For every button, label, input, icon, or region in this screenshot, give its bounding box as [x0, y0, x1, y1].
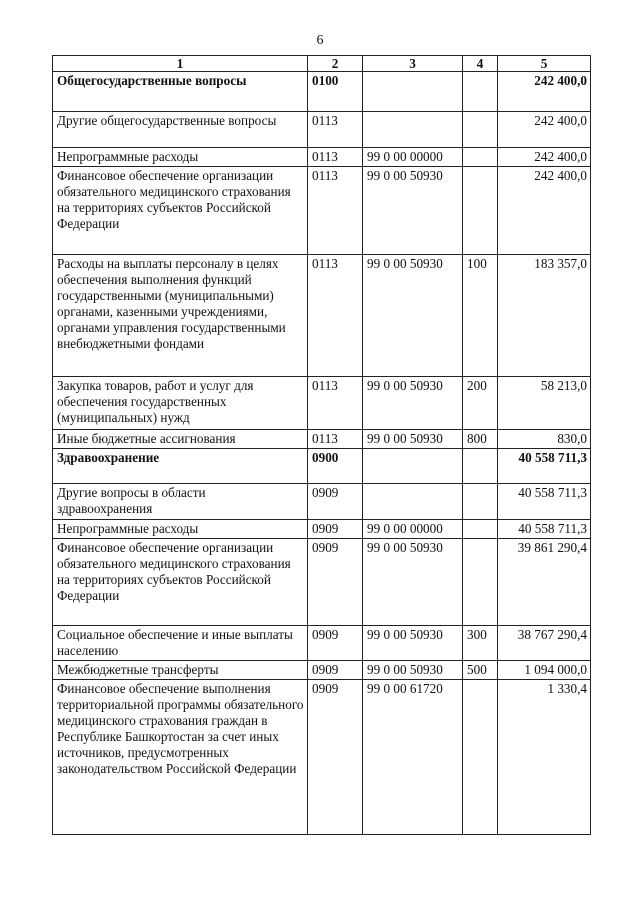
row-section-code-cell: 0113 [308, 255, 363, 377]
row-target-article-cell: 99 0 00 00000 [363, 520, 463, 539]
row-amount-cell: 38 767 290,4 [498, 626, 591, 661]
row-amount-cell: 242 400,0 [498, 148, 591, 167]
row-section-code-cell: 0113 [308, 377, 363, 430]
table-row [53, 255, 591, 377]
table-row [53, 484, 591, 520]
row-section-code-cell: 0900 [308, 449, 363, 484]
row-target-article-cell: 99 0 00 50930 [363, 539, 463, 626]
row-expense-type-cell: 500 [463, 661, 498, 680]
row-section-code-cell: 0113 [308, 167, 363, 255]
row-expense-type-cell: 200 [463, 377, 498, 430]
row-expense-type-cell [463, 148, 498, 167]
row-expense-type-cell [463, 484, 498, 520]
row-section-code-cell: 0909 [308, 680, 363, 835]
row-amount-cell: 40 558 711,3 [498, 520, 591, 539]
table-row [53, 167, 591, 255]
row-name-cell: Закупка товаров, работ и услуг для обеспечения государственных (муниципальных) нужд [53, 377, 308, 430]
row-amount-cell: 830,0 [498, 430, 591, 449]
table-row [53, 626, 591, 661]
row-expense-type-cell [463, 520, 498, 539]
row-target-article-cell [363, 112, 463, 148]
row-name-cell: Непрограммные расходы [53, 520, 308, 539]
row-expense-type-cell [463, 449, 498, 484]
header-row [53, 56, 591, 72]
header-cell-1: 1 [53, 56, 308, 72]
row-name-cell: Социальное обеспечение и иные выплаты населению [53, 626, 308, 661]
row-section-code-cell: 0909 [308, 539, 363, 626]
row-target-article-cell [363, 449, 463, 484]
row-amount-cell: 1 330,4 [498, 680, 591, 835]
header-cell-4: 4 [463, 56, 498, 72]
row-section-code-cell: 0100 [308, 72, 363, 112]
row-name-cell: Иные бюджетные ассигнования [53, 430, 308, 449]
table-body [53, 72, 591, 835]
row-name-cell: Другие общегосударственные вопросы [53, 112, 308, 148]
row-amount-cell: 1 094 000,0 [498, 661, 591, 680]
table-row [53, 377, 591, 430]
row-expense-type-cell: 800 [463, 430, 498, 449]
row-target-article-cell [363, 484, 463, 520]
row-section-code-cell: 0113 [308, 112, 363, 148]
row-target-article-cell: 99 0 00 00000 [363, 148, 463, 167]
row-amount-cell: 40 558 711,3 [498, 484, 591, 520]
row-expense-type-cell: 100 [463, 255, 498, 377]
budget-table [52, 55, 591, 835]
table-row [53, 449, 591, 484]
row-amount-cell: 242 400,0 [498, 112, 591, 148]
table-row [53, 112, 591, 148]
row-name-cell: Финансовое обеспечение выполнения территориальной программы обязательного медицинского страхования граждан в Республике Башкортостан за счет иных источников, предусмотренных законодательством Российской Федерации [53, 680, 308, 835]
row-target-article-cell: 99 0 00 50930 [363, 661, 463, 680]
table-row [53, 72, 591, 112]
page-number: 6 [316, 33, 324, 48]
row-expense-type-cell [463, 680, 498, 835]
row-target-article-cell: 99 0 00 50930 [363, 430, 463, 449]
row-target-article-cell: 99 0 00 50930 [363, 626, 463, 661]
header-cell-2: 2 [308, 56, 363, 72]
row-name-cell: Другие вопросы в области здравоохранения [53, 484, 308, 520]
row-target-article-cell: 99 0 00 61720 [363, 680, 463, 835]
row-section-code-cell: 0909 [308, 484, 363, 520]
row-expense-type-cell [463, 112, 498, 148]
row-amount-cell: 58 213,0 [498, 377, 591, 430]
row-name-cell: Финансовое обеспечение организации обязательного медицинского страхования на территориях субъектов Российской Федерации [53, 539, 308, 626]
row-name-cell: Межбюджетные трансферты [53, 661, 308, 680]
row-amount-cell: 242 400,0 [498, 167, 591, 255]
row-expense-type-cell [463, 167, 498, 255]
row-name-cell: Общегосударственные вопросы [53, 72, 308, 112]
row-section-code-cell: 0113 [308, 430, 363, 449]
table-row [53, 430, 591, 449]
row-name-cell: Финансовое обеспечение организации обязательного медицинского страхования на территориях субъектов Российской Федерации [53, 167, 308, 255]
table-row [53, 148, 591, 167]
row-target-article-cell [363, 72, 463, 112]
table-row [53, 680, 591, 835]
table-row [53, 539, 591, 626]
row-amount-cell: 242 400,0 [498, 72, 591, 112]
row-amount-cell: 39 861 290,4 [498, 539, 591, 626]
row-target-article-cell: 99 0 00 50930 [363, 377, 463, 430]
row-target-article-cell: 99 0 00 50930 [363, 167, 463, 255]
row-expense-type-cell [463, 72, 498, 112]
row-amount-cell: 40 558 711,3 [498, 449, 591, 484]
row-amount-cell: 183 357,0 [498, 255, 591, 377]
row-name-cell: Непрограммные расходы [53, 148, 308, 167]
row-section-code-cell: 0113 [308, 148, 363, 167]
row-expense-type-cell: 300 [463, 626, 498, 661]
row-section-code-cell: 0909 [308, 520, 363, 539]
header-cell-3: 3 [363, 56, 463, 72]
table-row [53, 520, 591, 539]
row-name-cell: Здравоохранение [53, 449, 308, 484]
header-cell-5: 5 [498, 56, 591, 72]
row-name-cell: Расходы на выплаты персоналу в целях обеспечения выполнения функций государственными (муниципальными) органами, казенными учреждениями, органами управления государственными внебюджетными фондами [53, 255, 308, 377]
row-section-code-cell: 0909 [308, 626, 363, 661]
row-expense-type-cell [463, 539, 498, 626]
row-target-article-cell: 99 0 00 50930 [363, 255, 463, 377]
table-row [53, 661, 591, 680]
row-section-code-cell: 0909 [308, 661, 363, 680]
